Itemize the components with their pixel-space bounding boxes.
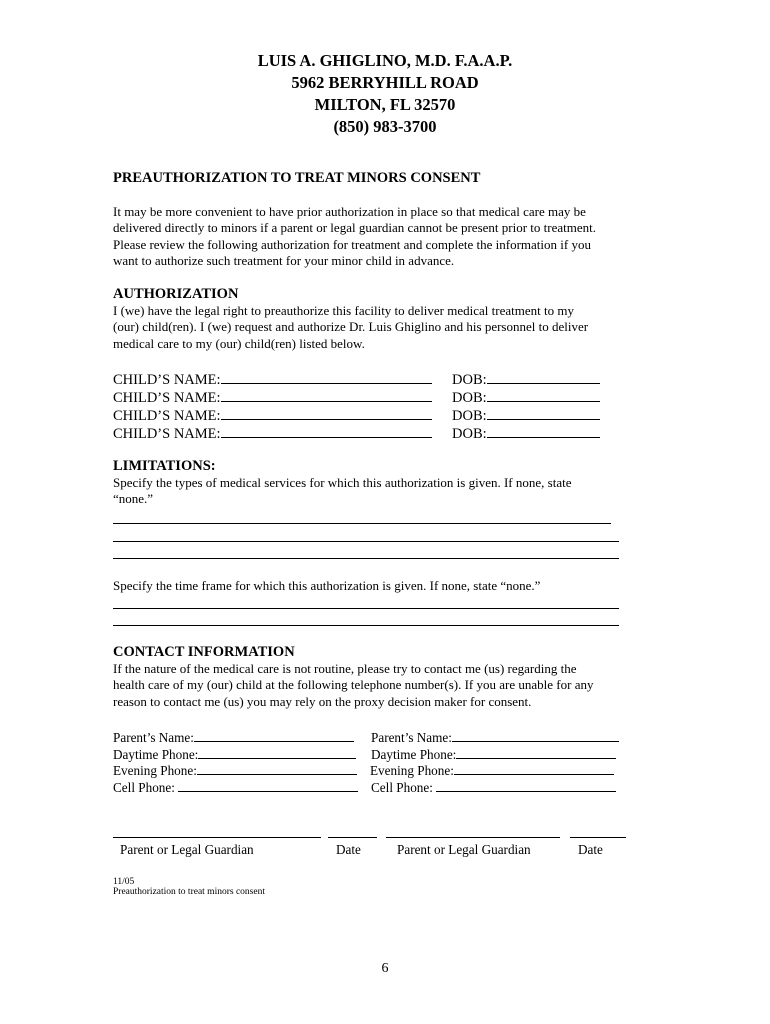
daytime-phone-field[interactable] bbox=[198, 744, 356, 759]
dob-field[interactable] bbox=[487, 405, 600, 420]
daytime-phone-label: Daytime Phone: bbox=[113, 746, 199, 762]
child-row bbox=[113, 423, 633, 441]
guardian-signature-line[interactable] bbox=[386, 837, 560, 838]
authorization-line: medical care to my (our) child(ren) listed below. bbox=[113, 335, 365, 351]
evening-phone-field[interactable] bbox=[454, 760, 614, 775]
cell-phone-row bbox=[113, 777, 653, 794]
limitations-line: Specify the types of medical services for which this authorization is given. If none, state bbox=[113, 475, 572, 490]
timeframe-line[interactable] bbox=[113, 608, 619, 609]
date-line[interactable] bbox=[570, 837, 626, 838]
child-name-field[interactable] bbox=[221, 405, 432, 420]
child-row bbox=[113, 405, 633, 423]
child-row bbox=[113, 387, 633, 405]
daytime-phone-label: Daytime Phone: bbox=[371, 746, 457, 762]
parent-name-row bbox=[113, 727, 653, 744]
child-name-field[interactable] bbox=[221, 423, 432, 438]
contact-line: health care of my (our) child at the following telephone number(s). If you are unable for any bbox=[113, 677, 594, 693]
parent-name-label: Parent’s Name: bbox=[371, 730, 452, 745]
intro-line: want to authorize such treatment for your minor child in advance. bbox=[113, 253, 455, 269]
daytime-phone-row bbox=[113, 744, 653, 761]
evening-phone-row bbox=[113, 760, 653, 777]
timeframe-line[interactable] bbox=[113, 625, 619, 626]
dob-label: DOB: bbox=[452, 390, 487, 406]
dob-label: DOB: bbox=[452, 426, 487, 442]
contact-heading: CONTACT INFORMATION bbox=[113, 644, 295, 660]
intro-paragraph bbox=[113, 204, 633, 270]
parent-name-field[interactable] bbox=[194, 727, 354, 742]
intro-line: delivered directly to minors if a parent or legal guardian cannot be present prior to treatment. bbox=[113, 220, 596, 236]
evening-phone-label: Evening Phone: bbox=[370, 763, 454, 779]
evening-phone-field[interactable] bbox=[197, 760, 357, 775]
authorization-heading: AUTHORIZATION bbox=[113, 286, 239, 302]
parent-contact-form bbox=[113, 727, 653, 793]
limitations-line: “none.” bbox=[113, 491, 154, 507]
form-name-footer: Preauthorization to treat minors consent bbox=[113, 887, 265, 897]
child-name-label: CHILD’S NAME: bbox=[113, 372, 221, 388]
phone-number: (850) 983-3700 bbox=[333, 117, 437, 136]
cell-phone-field[interactable] bbox=[436, 777, 616, 792]
intro-line: Please review the following authorization for treatment and complete the information if you bbox=[113, 236, 591, 252]
doctor-name: LUIS A. GHIGLINO, M.D. F.A.A.P. bbox=[257, 51, 513, 70]
contact-line: If the nature of the medical care is not routine, please try to contact me (us) regarding the bbox=[113, 661, 577, 676]
dob-label: DOB: bbox=[452, 408, 487, 424]
contact-line: reason to contact me (us) you may rely on the proxy decision maker for consent. bbox=[113, 693, 532, 709]
authorization-line: (our) child(ren). I (we) request and authorize Dr. Luis Ghiglino and his personnel to deliver bbox=[113, 319, 589, 335]
parent-name-label: Parent’s Name: bbox=[113, 730, 194, 745]
daytime-phone-field[interactable] bbox=[456, 744, 616, 759]
evening-phone-label: Evening Phone: bbox=[113, 763, 197, 779]
guardian-signature-label: Parent or Legal Guardian bbox=[397, 842, 531, 857]
guardian-signature-label: Parent or Legal Guardian bbox=[120, 842, 254, 857]
limitations-paragraph bbox=[113, 475, 613, 508]
date-label: Date bbox=[336, 842, 361, 857]
form-title: PREAUTHORIZATION TO TREAT MINORS CONSENT bbox=[113, 170, 481, 186]
parent-name-field[interactable] bbox=[452, 727, 619, 742]
child-row bbox=[113, 369, 633, 387]
child-name-label: CHILD’S NAME: bbox=[113, 390, 221, 406]
date-line[interactable] bbox=[328, 837, 377, 838]
cell-phone-field[interactable] bbox=[178, 777, 358, 792]
dob-label: DOB: bbox=[452, 372, 487, 388]
guardian-signature-line[interactable] bbox=[113, 837, 321, 838]
services-line[interactable] bbox=[113, 541, 619, 542]
contact-paragraph bbox=[113, 661, 633, 710]
children-list bbox=[113, 369, 633, 441]
services-line[interactable] bbox=[113, 558, 619, 559]
intro-line: It may be more convenient to have prior authorization in place so that medical care may be bbox=[113, 204, 586, 219]
dob-field[interactable] bbox=[487, 387, 600, 402]
cell-phone-label: Cell Phone: bbox=[113, 779, 179, 795]
child-name-field[interactable] bbox=[221, 387, 432, 402]
authorization-line: I (we) have the legal right to preauthorize this facility to deliver medical treatment to my bbox=[113, 303, 574, 318]
dob-field[interactable] bbox=[487, 369, 600, 384]
child-name-field[interactable] bbox=[221, 369, 432, 384]
child-name-label: CHILD’S NAME: bbox=[113, 426, 221, 442]
letterhead bbox=[0, 50, 770, 138]
child-name-label: CHILD’S NAME: bbox=[113, 408, 221, 424]
cell-phone-label: Cell Phone: bbox=[371, 779, 437, 795]
date-label: Date bbox=[578, 842, 603, 857]
services-line[interactable] bbox=[113, 523, 611, 524]
street-address: 5962 BERRYHILL ROAD bbox=[291, 73, 479, 92]
authorization-paragraph bbox=[113, 303, 613, 352]
dob-field[interactable] bbox=[487, 423, 600, 438]
limitations-heading: LIMITATIONS: bbox=[113, 458, 216, 474]
city-state-zip: MILTON, FL 32570 bbox=[314, 95, 456, 114]
timeframe-text: Specify the time frame for which this authorization is given. If none, state “none.” bbox=[113, 578, 541, 593]
revision-date: 11/05 bbox=[113, 877, 135, 887]
page-number: 6 bbox=[381, 961, 389, 976]
